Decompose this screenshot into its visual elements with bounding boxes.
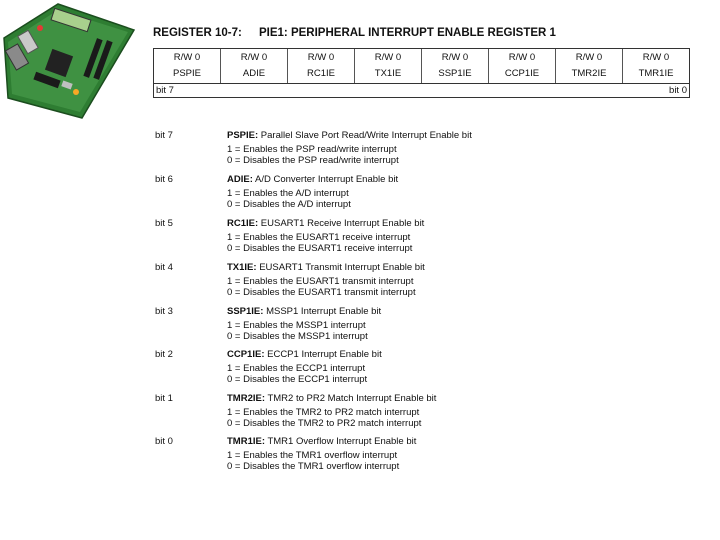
bit-name: CCP1IE <box>504 68 540 79</box>
enable-description: 1 = Enables the TMR1 overflow interrupt <box>227 450 398 461</box>
bit-description-2 <box>155 349 695 389</box>
bit-function: TMR1 Overflow Interrupt Enable bit <box>267 436 417 447</box>
bit-title <box>227 349 382 360</box>
bit-number: bit 5 <box>155 218 173 229</box>
bit-description-3 <box>155 306 695 346</box>
access-label: R/W 0 <box>575 52 603 63</box>
register-bit-range <box>153 84 690 98</box>
disable-description: 0 = Disables the EUSART1 receive interrupt <box>227 243 413 254</box>
bit-number: bit 7 <box>155 130 173 141</box>
enable-description: 1 = Enables the EUSART1 receive interrupt <box>227 232 411 243</box>
bit-number: bit 2 <box>155 349 173 360</box>
access-label: R/W 0 <box>240 52 268 63</box>
bit-title <box>227 306 381 317</box>
bit-name: PSPIE <box>173 68 201 79</box>
register-cell-bit0 <box>623 49 689 83</box>
bit-number: bit 6 <box>155 174 173 185</box>
bit-mnemonic: TX1IE: <box>227 262 257 273</box>
register-title: PIE1: PERIPHERAL INTERRUPT ENABLE REGISTER 1 <box>259 27 556 39</box>
disable-description: 0 = Disables the A/D interrupt <box>227 199 351 210</box>
register-number: REGISTER 10-7: <box>153 27 242 39</box>
bit-number: bit 4 <box>155 262 173 273</box>
enable-description: 1 = Enables the EUSART1 transmit interrupt <box>227 276 414 287</box>
disable-description: 0 = Disables the TMR1 overflow interrupt <box>227 461 400 472</box>
access-label: R/W 0 <box>173 52 201 63</box>
bit-function: Parallel Slave Port Read/Write Interrupt Enable bit <box>260 130 472 141</box>
access-label: R/W 0 <box>642 52 670 63</box>
disable-description: 0 = Disables the ECCP1 interrupt <box>227 374 368 385</box>
bit-name: TMR1IE <box>638 68 674 79</box>
bit-name: RC1IE <box>307 68 335 79</box>
bit-high-label: bit 7 <box>156 85 174 96</box>
bit-title <box>227 130 472 141</box>
enable-description: 1 = Enables the PSP read/write interrupt <box>227 144 397 155</box>
bit-low-label: bit 0 <box>669 85 687 96</box>
bit-description-5 <box>155 218 695 258</box>
bit-mnemonic: ADIE: <box>227 174 253 185</box>
bit-number: bit 0 <box>155 436 173 447</box>
bit-name: TMR2IE <box>571 68 607 79</box>
bit-description-7 <box>155 130 695 170</box>
disable-description: 0 = Disables the EUSART1 transmit interrupt <box>227 287 416 298</box>
bit-function: TMR2 to PR2 Match Interrupt Enable bit <box>267 393 437 404</box>
access-label: R/W 0 <box>441 52 469 63</box>
bit-function: ECCP1 Interrupt Enable bit <box>267 349 382 360</box>
bit-function: MSSP1 Interrupt Enable bit <box>266 306 382 317</box>
bit-name: TX1IE <box>374 68 402 79</box>
disable-description: 0 = Disables the PSP read/write interrupt <box>227 155 399 166</box>
bit-mnemonic: TMR2IE: <box>227 393 265 404</box>
bit-function: EUSART1 Receive Interrupt Enable bit <box>260 218 425 229</box>
bit-title <box>227 218 424 229</box>
register-cell-bit5 <box>288 49 355 83</box>
bit-description-6 <box>155 174 695 214</box>
disable-description: 0 = Disables the TMR2 to PR2 match interrupt <box>227 418 422 429</box>
register-heading <box>153 27 703 43</box>
bit-title <box>227 262 425 273</box>
bit-description-1 <box>155 393 695 433</box>
bit-mnemonic: RC1IE: <box>227 218 259 229</box>
access-label: R/W 0 <box>307 52 335 63</box>
bit-number: bit 3 <box>155 306 173 317</box>
bit-name: SSP1IE <box>438 68 472 79</box>
bit-title <box>227 174 398 185</box>
bit-mnemonic: SSP1IE: <box>227 306 264 317</box>
register-cell-bit3 <box>422 49 489 83</box>
bit-mnemonic: CCP1IE: <box>227 349 265 360</box>
enable-description: 1 = Enables the MSSP1 interrupt <box>227 320 366 331</box>
development-board-image <box>0 0 140 120</box>
register-cell-bit6 <box>221 49 288 83</box>
bit-number: bit 1 <box>155 393 173 404</box>
bit-description-4 <box>155 262 695 302</box>
bit-mnemonic: TMR1IE: <box>227 436 265 447</box>
bit-function: A/D Converter Interrupt Enable bit <box>255 174 399 185</box>
bit-mnemonic: PSPIE: <box>227 130 259 141</box>
access-label: R/W 0 <box>508 52 536 63</box>
access-label: R/W 0 <box>374 52 402 63</box>
bit-function: EUSART1 Transmit Interrupt Enable bit <box>259 262 425 273</box>
register-cell-bit4 <box>355 49 422 83</box>
enable-description: 1 = Enables the A/D interrupt <box>227 188 349 199</box>
register-cell-bit1 <box>556 49 623 83</box>
bit-name: ADIE <box>242 68 266 79</box>
enable-description: 1 = Enables the ECCP1 interrupt <box>227 363 366 374</box>
register-bit-table <box>153 48 690 84</box>
bit-description-0 <box>155 436 695 476</box>
register-cell-bit2 <box>489 49 556 83</box>
bit-title <box>227 393 436 404</box>
enable-description: 1 = Enables the TMR2 to PR2 match interrupt <box>227 407 420 418</box>
bit-title <box>227 436 416 447</box>
disable-description: 0 = Disables the MSSP1 interrupt <box>227 331 368 342</box>
register-cell-bit7 <box>154 49 221 83</box>
